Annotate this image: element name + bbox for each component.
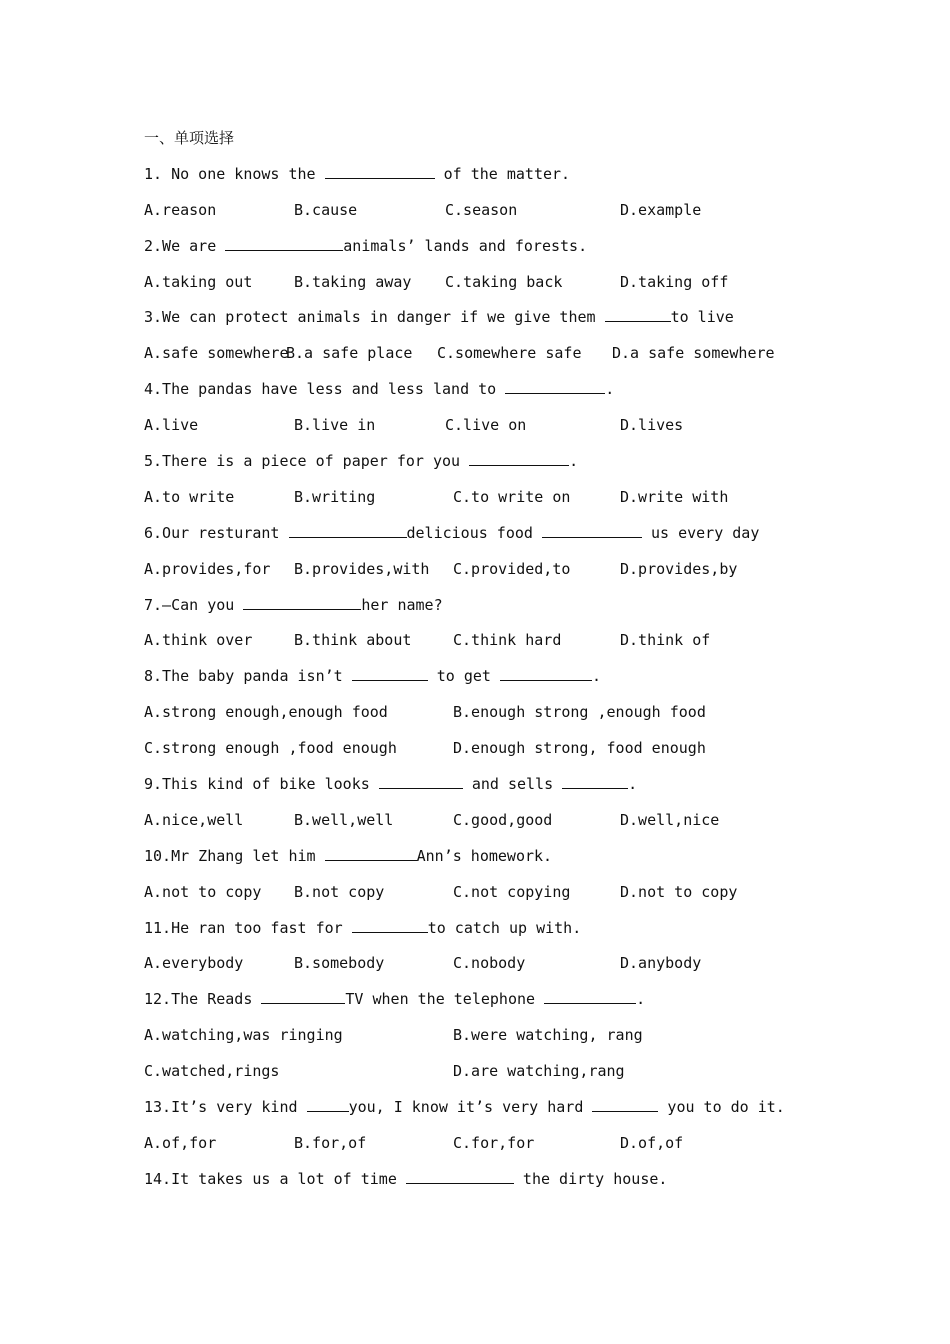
stem-part: 9.This kind of bike looks xyxy=(144,775,379,794)
question-4-stem xyxy=(144,375,824,411)
answer-blank xyxy=(352,914,428,933)
question-1-options xyxy=(144,196,824,232)
option-b: B.were watching, rang xyxy=(453,1026,643,1045)
option-b: B.taking away xyxy=(294,272,412,291)
stem-part: . xyxy=(605,380,615,399)
stem-part: 4.The pandas have less and less land to xyxy=(144,380,506,399)
option-c: C.somewhere safe xyxy=(437,344,582,363)
stem-part: 7.—Can you xyxy=(144,595,244,614)
option-b: B.well,well xyxy=(294,810,394,829)
option-b: B.live in xyxy=(294,416,376,435)
stem-part: 12.The Reads xyxy=(144,990,262,1009)
answer-blank xyxy=(325,160,435,179)
option-c: C.to write on xyxy=(453,487,571,506)
document-page xyxy=(144,124,824,1201)
option-d: D.write with xyxy=(620,487,729,506)
question-11-stem xyxy=(144,914,824,950)
option-c: C.provided,to xyxy=(453,559,571,578)
option-b: B.enough strong ,enough food xyxy=(453,703,706,722)
option-d: D.think of xyxy=(620,631,711,650)
option-a: A.not to copy xyxy=(144,882,262,901)
question-13-stem xyxy=(144,1093,824,1129)
question-10-options xyxy=(144,878,824,914)
stem-part: 14.It takes us a lot of time xyxy=(144,1169,406,1188)
question-3-options xyxy=(144,339,824,375)
option-c: C.watched,rings xyxy=(144,1062,280,1081)
stem-part: the dirty house. xyxy=(513,1169,668,1188)
question-12-options-row-2 xyxy=(144,1057,824,1093)
option-d: D.are watching,rang xyxy=(453,1062,625,1081)
option-a: A.strong enough,enough food xyxy=(144,703,388,722)
option-d: D.anybody xyxy=(620,954,702,973)
option-d: D.lives xyxy=(620,416,684,435)
stem-part: . xyxy=(591,667,601,686)
question-5-stem xyxy=(144,447,824,483)
option-c: C.nobody xyxy=(453,954,526,973)
option-c: C.strong enough ,food enough xyxy=(144,739,397,758)
answer-blank xyxy=(289,519,407,538)
option-d: D.taking off xyxy=(620,272,729,291)
stem-part: you, I know it’s very hard xyxy=(348,1098,593,1117)
option-c: C.for,for xyxy=(453,1133,535,1152)
stem-part: 3.We can protect animals in danger if we give them xyxy=(144,308,605,327)
section-title: 一、单项选择 xyxy=(144,129,235,147)
stem-part: us every day xyxy=(641,523,760,542)
stem-part: 10.Mr Zhang let him xyxy=(144,846,325,865)
option-a: A.think over xyxy=(144,631,253,650)
question-1-stem xyxy=(144,160,824,196)
answer-blank xyxy=(325,842,417,861)
answer-blank xyxy=(544,985,636,1004)
option-c: C.good,good xyxy=(453,810,553,829)
answer-blank xyxy=(469,447,569,466)
option-a: A.nice,well xyxy=(144,810,244,829)
option-d: D.enough strong, food enough xyxy=(453,739,706,758)
answer-blank xyxy=(505,375,605,394)
question-10-stem xyxy=(144,842,824,878)
option-a: A.live xyxy=(144,416,199,435)
stem-part: 11.He ran too fast for xyxy=(144,918,352,937)
option-c: C.live on xyxy=(445,416,527,435)
question-2-stem xyxy=(144,232,824,268)
option-b: B.somebody xyxy=(294,954,385,973)
option-c: C.taking back xyxy=(445,272,563,291)
answer-blank xyxy=(542,519,642,538)
answer-blank xyxy=(379,770,463,789)
question-6-stem xyxy=(144,519,824,555)
question-5-options xyxy=(144,483,824,519)
option-c: C.not copying xyxy=(453,882,571,901)
option-b: B.cause xyxy=(294,200,358,219)
answer-blank xyxy=(406,1165,514,1184)
answer-blank xyxy=(562,770,628,789)
option-c: C.think hard xyxy=(453,631,562,650)
stem-part: to live xyxy=(670,308,734,327)
option-a: A.to write xyxy=(144,487,235,506)
option-a: A.taking out xyxy=(144,272,253,291)
question-7-options xyxy=(144,626,824,662)
stem-part: 5.There is a piece of paper for you xyxy=(144,452,470,471)
answer-blank xyxy=(225,232,343,251)
option-a: A.of,for xyxy=(144,1133,217,1152)
option-b: B.for,of xyxy=(294,1133,367,1152)
stem-part: . xyxy=(628,775,638,794)
stem-part: 6.Our resturant xyxy=(144,523,289,542)
stem-part: 13.It’s very kind xyxy=(144,1098,307,1117)
question-8-stem xyxy=(144,662,824,698)
stem-part: 2.We are xyxy=(144,236,226,255)
question-12-stem xyxy=(144,985,824,1021)
option-a: A.everybody xyxy=(144,954,244,973)
option-d: D.provides,by xyxy=(620,559,738,578)
stem-part: . xyxy=(636,990,646,1009)
stem-part: delicious food xyxy=(406,523,542,542)
question-2-options xyxy=(144,268,824,304)
stem-part: her name? xyxy=(361,595,443,614)
option-b: B.writing xyxy=(294,487,376,506)
option-d: D.not to copy xyxy=(620,882,738,901)
question-12-options-row-1 xyxy=(144,1021,824,1057)
option-a: A.safe somewhere xyxy=(144,344,289,363)
stem-part: Ann’s homework. xyxy=(416,846,553,865)
stem-part: animals’ lands and forests. xyxy=(343,236,588,255)
question-8-options-row-1 xyxy=(144,698,824,734)
option-d: D.of,of xyxy=(620,1133,684,1152)
option-b: B.provides,with xyxy=(294,559,430,578)
question-3-stem xyxy=(144,303,824,339)
answer-blank xyxy=(307,1093,349,1112)
question-6-options xyxy=(144,555,824,591)
option-a: A.reason xyxy=(144,200,217,219)
stem-part: 1. No one knows the xyxy=(144,164,325,183)
question-14-stem xyxy=(144,1165,824,1201)
option-d: D.example xyxy=(620,200,702,219)
question-13-options xyxy=(144,1129,824,1165)
stem-part: you to do it. xyxy=(658,1098,785,1117)
question-9-options xyxy=(144,806,824,842)
answer-blank xyxy=(500,662,592,681)
answer-blank xyxy=(592,1093,658,1112)
stem-part: to catch up with. xyxy=(427,918,582,937)
option-d: D.well,nice xyxy=(620,810,720,829)
question-11-options xyxy=(144,949,824,985)
option-c: C.season xyxy=(445,200,518,219)
answer-blank xyxy=(243,591,361,610)
stem-part: 8.The baby panda isn’t xyxy=(144,667,352,686)
option-d: D.a safe somewhere xyxy=(612,344,775,363)
question-8-options-row-2 xyxy=(144,734,824,770)
stem-part: and sells xyxy=(462,775,563,794)
option-b: B.think about xyxy=(294,631,412,650)
option-a: A.watching,was ringing xyxy=(144,1026,343,1045)
question-7-stem xyxy=(144,591,824,627)
stem-part: to get xyxy=(427,667,500,686)
option-b: B.a safe place xyxy=(286,344,413,363)
answer-blank xyxy=(352,662,428,681)
stem-part: . xyxy=(569,452,579,471)
option-a: A.provides,for xyxy=(144,559,271,578)
option-b: B.not copy xyxy=(294,882,385,901)
question-9-stem xyxy=(144,770,824,806)
answer-blank xyxy=(261,985,345,1004)
stem-part: of the matter. xyxy=(434,164,571,183)
question-4-options xyxy=(144,411,824,447)
stem-part: TV when the telephone xyxy=(345,990,545,1009)
answer-blank xyxy=(605,303,671,322)
